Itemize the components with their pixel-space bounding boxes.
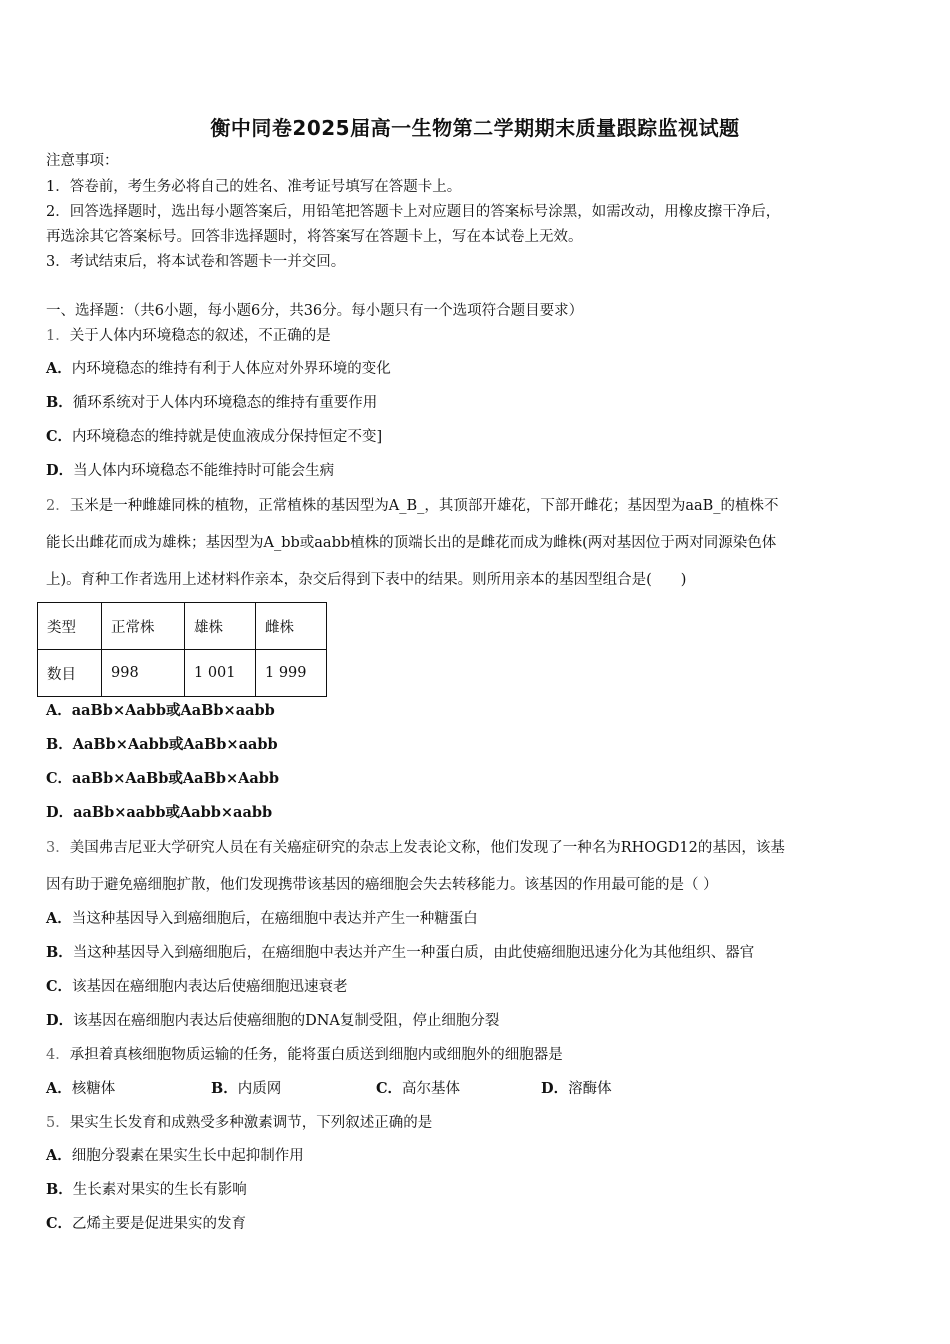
question-5-option-b[interactable] <box>46 1180 906 1200</box>
question-text: 玉米是一种雌雄同株的植物，正常植株的基因型为A_B_，其顶部开雄花，下部开雌花；基因型为aaB_的植株不 <box>69 498 779 514</box>
option-text: 核糖体 <box>71 1081 116 1097</box>
table-cell: 998 <box>102 650 185 697</box>
question-3-stem-line: 因有助于避免癌细胞扩散，他们发现携带该基因的癌细胞会失去转移能力。该基因的作用最可能的是（ ） <box>46 877 718 893</box>
question-text: 美国弗吉尼亚大学研究人员在有关癌症研究的杂志上发表论文称，他们发现了一种名为RHOGD12的基因，该基 <box>69 840 785 856</box>
option-text: 乙烯主要是促进果实的发育 <box>72 1216 247 1232</box>
question-5-stem <box>46 1113 906 1133</box>
option-label: A． <box>46 702 72 719</box>
question-text: 承担着真核细胞物质运输的任务，能将蛋白质送到细胞内或细胞外的细胞器是 <box>69 1047 563 1063</box>
table-header-cell: 正常株 <box>102 603 185 650</box>
option-label: B． <box>46 394 73 411</box>
question-4-stem <box>46 1045 906 1065</box>
question-2-option-c[interactable] <box>46 769 906 789</box>
option-text: aaBb×AaBb或AaBb×Aabb <box>72 770 280 787</box>
option-label: D． <box>46 804 74 821</box>
table-row <box>38 650 327 697</box>
question-text: 果实生长发育和成熟受多种激素调节，下列叙述正确的是 <box>69 1115 433 1131</box>
option-label: D． <box>46 462 74 479</box>
option-text: 该基因在癌细胞内表达后使癌细胞的DNA复制受阻，停止细胞分裂 <box>73 1013 500 1029</box>
option-text: 当人体内环境稳态不能维持时可能会生病 <box>73 463 335 479</box>
table-header-cell: 雄株 <box>185 603 256 650</box>
option-label: A． <box>46 1080 72 1097</box>
option-text: 当这种基因导入到癌细胞后，在癌细胞中表达并产生一种糖蛋白 <box>71 911 478 927</box>
option-label: A． <box>46 1147 72 1164</box>
notes-item: 3．考试结束后，将本试卷和答题卡一并交回。 <box>46 254 346 270</box>
page-title: 衡中同卷2025届高一生物第二学期期末质量跟踪监视试题 <box>210 116 740 140</box>
question-2-option-d[interactable] <box>46 803 906 823</box>
option-text: aaBb×aabb或Aabb×aabb <box>73 804 273 821</box>
notes-item: 1．答卷前，考生务必将自己的姓名、准考证号填写在答题卡上。 <box>46 179 462 195</box>
option-label: C． <box>376 1080 403 1097</box>
question-3-option-d[interactable] <box>46 1011 906 1031</box>
question-4-option-a[interactable] <box>46 1079 115 1099</box>
result-table <box>37 602 327 697</box>
question-number: 3． <box>46 840 70 856</box>
option-text: 生长素对果实的生长有影响 <box>72 1182 247 1198</box>
question-5-option-c[interactable] <box>46 1214 906 1234</box>
section-heading: 一、选择题：（共6小题，每小题6分，共36分。每小题只有一个选项符合题目要求） <box>46 303 584 319</box>
option-text: 当这种基因导入到癌细胞后，在癌细胞中表达并产生一种蛋白质，由此使癌细胞迅速分化为其他组织、器官 <box>72 945 755 961</box>
question-4-option-d[interactable] <box>541 1079 612 1099</box>
option-text: 内环境稳态的维持就是使血液成分保持恒定不变] <box>72 429 383 445</box>
option-text: 内质网 <box>237 1081 282 1097</box>
question-4-option-b[interactable] <box>211 1079 281 1099</box>
question-4-options <box>46 1079 906 1099</box>
question-5-option-a[interactable] <box>46 1146 906 1166</box>
option-label: D． <box>46 1012 74 1029</box>
option-text: 溶酶体 <box>568 1081 612 1097</box>
question-2-stem-line: 上)。育种工作者选用上述材料作亲本，杂交后得到下表中的结果。则所用亲本的基因型组合是( ) <box>46 572 687 588</box>
notes-heading: 注意事项： <box>46 153 119 169</box>
table-cell: 1 999 <box>256 650 327 697</box>
question-3-option-b[interactable] <box>46 943 906 963</box>
notes-item: 2．回答选择题时，选出每小题答案后，用铅笔把答题卡上对应题目的答案标号涂黑，如需改动，用橡皮擦干净后， <box>46 204 781 220</box>
question-1-option-c[interactable] <box>46 427 906 447</box>
option-label: B． <box>46 1181 73 1198</box>
option-label: A． <box>46 360 72 377</box>
option-label: B． <box>46 736 73 753</box>
question-number: 4． <box>46 1047 70 1063</box>
question-3-option-a[interactable] <box>46 909 906 929</box>
question-3-stem <box>46 838 906 858</box>
option-label: C． <box>46 1215 73 1232</box>
question-number: 1． <box>46 328 70 344</box>
option-text: 细胞分裂素在果实生长中起抑制作用 <box>71 1148 304 1164</box>
question-2-stem-line: 能长出雌花而成为雄株；基因型为A_bb或aabb植株的顶端长出的是雌花而成为雌株(两对基因位于两对同源染色体 <box>46 535 777 551</box>
option-text: aaBb×Aabb或AaBb×aabb <box>71 702 275 719</box>
option-label: C． <box>46 428 73 445</box>
question-1-option-b[interactable] <box>46 393 906 413</box>
table-header-row <box>38 603 327 650</box>
table-header-cell: 雌株 <box>256 603 327 650</box>
option-text: 循环系统对于人体内环境稳态的维持有重要作用 <box>72 395 378 411</box>
question-number: 2． <box>46 498 70 514</box>
question-text: 关于人体内环境稳态的叙述，不正确的是 <box>69 328 331 344</box>
table-cell: 数目 <box>38 650 102 697</box>
option-label: B． <box>46 944 73 961</box>
option-label: D． <box>541 1080 569 1097</box>
question-2-option-a[interactable] <box>46 701 906 721</box>
question-number: 5． <box>46 1115 70 1131</box>
notes-item: 再选涂其它答案标号。回答非选择题时，将答案写在答题卡上，写在本试卷上无效。 <box>46 229 583 245</box>
question-1-stem <box>46 326 906 346</box>
option-text: AaBb×Aabb或AaBb×aabb <box>72 736 278 753</box>
question-1-option-d[interactable] <box>46 461 906 481</box>
option-text: 内环境稳态的维持有利于人体应对外界环境的变化 <box>71 361 391 377</box>
option-text: 高尔基体 <box>402 1081 461 1097</box>
table-header-cell: 类型 <box>38 603 102 650</box>
question-4-option-c[interactable] <box>376 1079 460 1099</box>
table-cell: 1 001 <box>185 650 256 697</box>
option-label: C． <box>46 978 73 995</box>
question-1-option-a[interactable] <box>46 359 906 379</box>
option-label: B． <box>211 1080 238 1097</box>
question-2-stem <box>46 496 906 516</box>
question-2-option-b[interactable] <box>46 735 906 755</box>
option-text: 该基因在癌细胞内表达后使癌细胞迅速衰老 <box>72 979 348 995</box>
option-label: A． <box>46 910 72 927</box>
option-label: C． <box>46 770 73 787</box>
question-3-option-c[interactable] <box>46 977 906 997</box>
